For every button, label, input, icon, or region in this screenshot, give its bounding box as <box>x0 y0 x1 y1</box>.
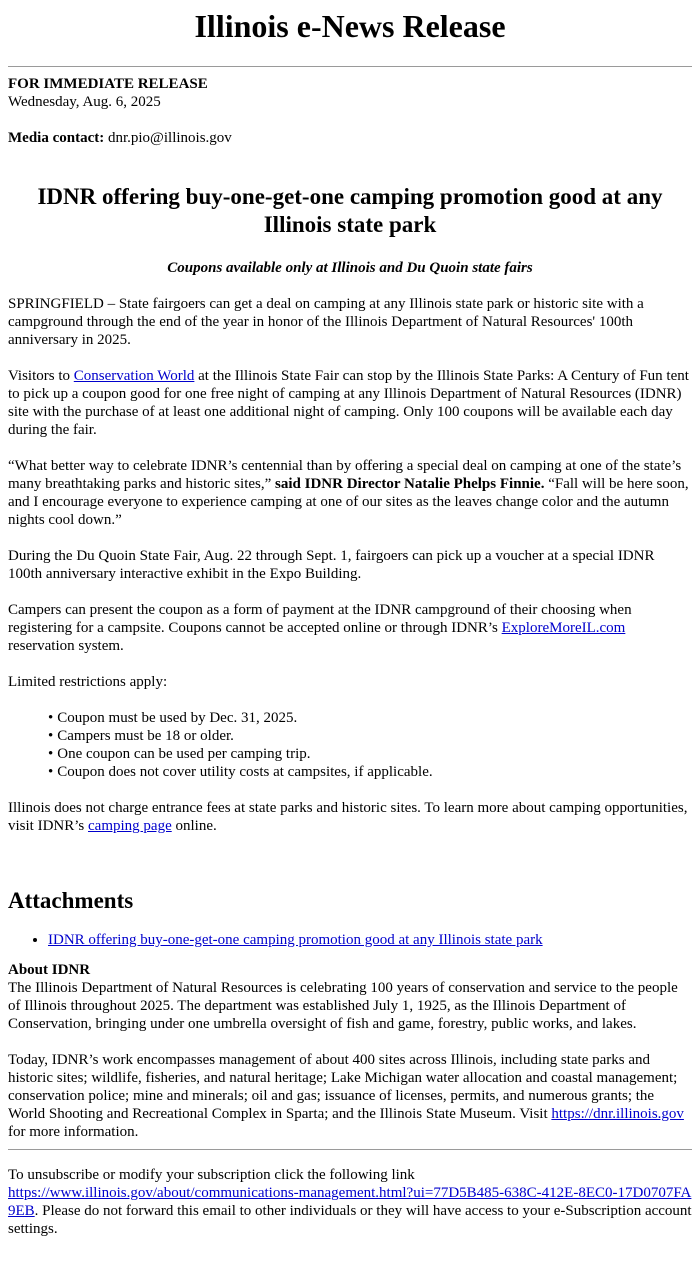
attachments-title: Attachments <box>8 888 134 913</box>
quote-attribution: said IDNR Director Natalie Phelps Finnie. <box>275 476 545 492</box>
footer-text: . Please do not forward this email to other individuals or they will have access to your e-Subscription account settings. <box>8 1203 692 1237</box>
masthead-title: Illinois e-News Release <box>194 8 506 44</box>
about-paragraph-1: The Illinois Department of Natural Resources is celebrating 100 years of conservation and service to the people of Illinois throughout 2025. The department was established July 1, 1925, as the Illinois Department of Conservation, bringing under one umbrella oversight of fish and game, forestry, public works, and lakes. <box>8 980 678 1032</box>
body-paragraph-1: SPRINGFIELD – State fairgoers can get a deal on camping at any Illinois state park or historic site with a campground through the end of the year in honor of the Illinois Department of Natural Resources' 100th anniversary in 2025. <box>8 296 644 348</box>
list-item: • Coupon does not cover utility costs at campsites, if applicable. <box>48 763 692 781</box>
body-text: online. <box>171 818 217 834</box>
headline: IDNR offering buy-one-get-one camping promotion good at any Illinois state park <box>37 184 663 237</box>
about-paragraph-2 <box>8 1051 692 1141</box>
exploremoreil-link[interactable]: ExploreMoreIL.com <box>501 620 626 636</box>
about-title: About IDNR <box>8 962 91 978</box>
camping-page-link[interactable]: camping page <box>88 818 172 834</box>
masthead-divider <box>8 66 692 67</box>
list-item: • One coupon can be used per camping trip. <box>48 745 692 763</box>
quote-text: “Fall will be here soon, and I encourage everyone to experience camping at one of our sites as the leaves change color and the autumn nights cool down.” <box>8 476 689 528</box>
body-text: reservation system. <box>8 638 124 654</box>
release-info <box>8 75 692 111</box>
list-item: • Coupon must be used by Dec. 31, 2025. <box>48 709 692 727</box>
release-label: FOR IMMEDIATE RELEASE <box>8 76 208 92</box>
unsubscribe-link[interactable]: https://www.illinois.gov/about/communications-management.html?ui=77D5B485-638C-412E-8EC0-17D0707FA9EB <box>8 1185 692 1219</box>
body-text: Campers can present the coupon as a form of payment at the IDNR campground of their choosing when registering for a campsite. Coupons cannot be accepted online or through IDNR’s <box>8 602 632 636</box>
body-paragraph-4: During the Du Quoin State Fair, Aug. 22 through Sept. 1, fairgoers can pick up a voucher at a special IDNR 100th anniversary interactive exhibit in the Expo Building. <box>8 548 655 582</box>
attachment-link[interactable]: IDNR offering buy-one-get-one camping promotion good at any Illinois state park <box>48 932 543 948</box>
media-contact-label: Media contact: <box>8 130 105 146</box>
restrictions-list <box>8 709 692 781</box>
list-item: • Campers must be 18 or older. <box>48 727 692 745</box>
footer <box>8 1166 692 1238</box>
body-paragraph-5 <box>8 601 692 655</box>
media-contact-email: dnr.pio@illinois.gov <box>107 130 232 146</box>
body-text: Visitors to <box>8 368 74 384</box>
body-paragraph-7 <box>8 799 692 835</box>
quote-text: “What better way to celebrate IDNR’s centennial than by offering a special deal on camping at one of the state’s many breathtaking parks and historic sites,” <box>8 458 682 492</box>
unsubscribe-text: To unsubscribe or modify your subscription click the following link <box>8 1167 415 1183</box>
unsubscribe-line <box>8 1184 692 1238</box>
list-item <box>48 931 692 949</box>
body-paragraph-3 <box>8 457 692 529</box>
attachments-list <box>8 931 692 949</box>
body-text: for more information. <box>8 1124 139 1140</box>
body-paragraph-6: Limited restrictions apply: <box>8 674 168 690</box>
footer-divider <box>8 1149 692 1150</box>
dnr-website-link[interactable]: https://dnr.illinois.gov <box>551 1106 684 1122</box>
body-text: at the Illinois State Fair can stop by the Illinois State Parks: A Century of Fun tent to pick up a coupon good for one free night of camping at any Illinois Department of Natural Resources (IDNR) site with the purchase of at least one additional night of camping. Only 100 coupons will be available each day during the fair. <box>8 368 689 438</box>
subhead: Coupons available only at Illinois and Du Quoin state fairs <box>167 260 533 276</box>
conservation-world-link[interactable]: Conservation World <box>73 368 195 384</box>
media-contact <box>8 129 692 147</box>
body-text: Illinois does not charge entrance fees at state parks and historic sites. To learn more about camping opportunities, visit IDNR’s <box>8 800 688 834</box>
body-text: Today, IDNR’s work encompasses management of about 400 sites across Illinois, including state parks and historic sites; wildlife, fisheries, and natural heritage; Lake Michigan water allocation and coastal management; conservation police; mine and minerals; oil and gas; issuance of licenses, permits, and numerous grants; the World Shooting and Recreational Complex in Sparta; and the Illinois State Museum. Visit <box>8 1052 678 1122</box>
body-paragraph-2 <box>8 367 692 439</box>
release-date: Wednesday, Aug. 6, 2025 <box>8 94 161 110</box>
